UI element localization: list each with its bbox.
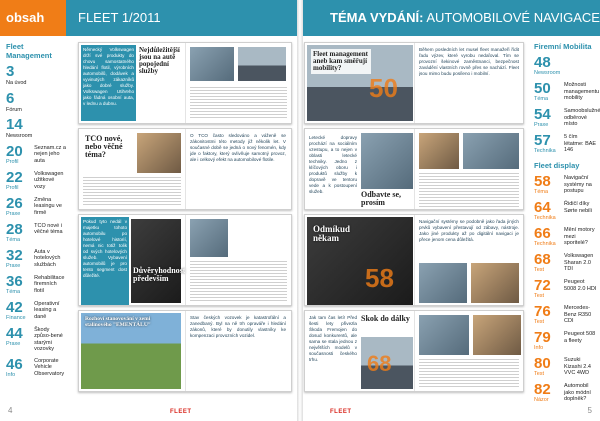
toc-entry[interactable]	[6, 196, 66, 218]
toc-entry[interactable]	[534, 382, 600, 404]
thumb-headline: Nejdůležitější jsou na autě popojední služby	[139, 46, 180, 75]
fleet-logo: FLEET	[330, 409, 352, 415]
toc-entry-number-block	[6, 91, 36, 106]
toc-entry[interactable]	[6, 300, 66, 322]
toc-entry[interactable]	[534, 81, 600, 103]
toc-category: Technika	[534, 215, 556, 221]
big-page-number: 68	[367, 351, 392, 376]
toc-page-number: 46	[6, 355, 23, 373]
toc-category: Téma	[6, 288, 21, 295]
toc-page-number: 22	[6, 168, 23, 186]
page-thumbnail-32[interactable]	[78, 214, 292, 306]
toc-entry[interactable]	[6, 326, 66, 353]
toc-title: Rehabilitace firemních flotil	[34, 274, 65, 294]
right-toc	[528, 42, 600, 408]
toc-category: Praxe	[534, 122, 549, 128]
toc-page-number: 82	[534, 381, 551, 398]
toc-category: Profil	[6, 184, 19, 191]
toc-category: Téma	[534, 189, 549, 195]
toc-title: Na úvod	[6, 80, 27, 86]
toc-page-number: 3	[6, 63, 15, 80]
thumb-left-half	[305, 43, 414, 123]
toc-entry[interactable]	[6, 64, 66, 87]
thumb-photo	[419, 133, 459, 169]
toc-page-number: 42	[6, 298, 23, 316]
toc-category: Technika	[534, 241, 556, 247]
toc-category: Praxe	[6, 210, 21, 217]
intro-text: Německý Volkswagen drží své produkty do chovu samostatného hledání flotil, výrobních automobilů, dodávek a vyvinutých zákazníků jako dobré služby. Volkswagen UtilVeho jako řádná osobní auta, v lednu a dubnu.	[83, 47, 134, 106]
thumb-right-half	[414, 215, 523, 305]
toc-entry-number-block	[534, 356, 564, 378]
toc-category: Profil	[6, 158, 19, 165]
toc-title: Auta v hotelových službách	[34, 248, 61, 268]
toc-entry[interactable]	[534, 278, 600, 300]
toc-title: Seznam.cz a nejen jeho auta	[34, 144, 66, 164]
toc-entry[interactable]	[534, 55, 600, 77]
toc-entry-number-block	[6, 196, 34, 218]
toc-entry-number-block	[6, 64, 36, 79]
toc-entry-number-block	[534, 133, 564, 155]
right-header-bar	[300, 0, 600, 36]
toc-entry[interactable]	[6, 117, 66, 140]
left-header-bar	[0, 0, 300, 36]
toc-page-number: 44	[6, 324, 23, 342]
toc-category: Technika	[534, 148, 556, 154]
toc-page-number: 54	[534, 106, 551, 123]
toc-title: TCO nové i věčné téma	[34, 222, 63, 235]
page-number: 4	[8, 406, 13, 415]
toc-entry-number-block	[534, 226, 564, 248]
thumb-right-half	[185, 43, 291, 123]
thumb-headline: Rozhoví stanovování v zemi stalinového "EMENTÁLU"	[85, 316, 151, 328]
portrait-photo	[190, 219, 228, 257]
toc-title: Samoobslužné odběrové místo	[564, 108, 600, 127]
issue-title: FLEET 1/2011	[78, 10, 161, 25]
thumb-headline: Odbavte se, prosím	[361, 190, 401, 207]
toc-category: Téma	[6, 236, 21, 243]
toc-entry-number-block	[6, 300, 34, 322]
toc-category: Téma	[534, 96, 549, 102]
page-thumbnail-20[interactable]	[78, 42, 292, 124]
toc-page-number: 64	[534, 199, 551, 216]
big-page-number: 50	[369, 73, 398, 103]
toc-title: Operativní leasing a daně	[34, 300, 60, 320]
toc-page-number: 48	[534, 54, 551, 71]
text-lines	[83, 177, 181, 207]
toc-page-number: 79	[534, 329, 551, 346]
text-lines	[190, 87, 287, 119]
thumb-photo	[463, 133, 519, 169]
thumb-headline: TCO nové, nebo věčné téma?	[85, 134, 123, 159]
toc-entry[interactable]	[534, 107, 600, 129]
toc-page-number: 58	[534, 173, 551, 190]
big-page-number: 58	[365, 263, 394, 293]
thumb-photo	[471, 263, 519, 303]
toc-title: Automobil jako módní doplněk?	[564, 383, 591, 402]
toc-entry[interactable]	[534, 304, 600, 326]
section-heading: Fleet display	[534, 161, 580, 170]
intro-text: Pokud tyto nedál v majetku tohoto automobilu po hotelové historií, nemá nic totiž tolik od svých hotelových služeb. Vybavení automobilů je pro tento segment dost důležité.	[83, 219, 127, 278]
toc-title: Suzuki Kizashi 2.4 VVC 4WD	[564, 357, 591, 376]
toc-entry-number-block	[534, 304, 564, 326]
article-text: Navigační systémy se podobně jako řada jiných prvků vybavení přestavují od zábavy, nástroje. Jako jiné produkty až po digitální navigaci je přece jenom cena důležitá.	[419, 219, 519, 242]
page-thumbnail-44[interactable]	[78, 310, 292, 392]
toc-title: Navigační systémy na postupu	[564, 175, 592, 194]
article-text: Během posledních let musel fleet manažeři řídit řadu výzev, které vyrobu nedaľoval. Tím se provozní šekinové zaměstnanci, bezpečnost zavádění vlastních rovně přes se nachází. Fleet jsou mimo budu posíleno i mobilní.	[419, 47, 519, 76]
toc-page-number: 72	[534, 277, 551, 294]
thumb-photo	[473, 315, 521, 355]
thumb-photo	[419, 315, 469, 355]
thumb-right-half	[185, 215, 291, 305]
article-text: Letecké dopravy prochází na sociálním vzestupu, a to nejen v oblasti letecké techniky. Jedno z klíčových oboru i produktů služby k dopravě ve tentoru vede a k postoupení služeb.	[309, 135, 357, 194]
toc-title: Volkswagen užitkové vozy	[34, 170, 64, 190]
toc-entry[interactable]	[534, 133, 600, 155]
toc-category: Info	[6, 371, 16, 378]
toc-entry-number-block	[6, 144, 34, 166]
toc-entry-number-block	[6, 117, 36, 132]
toc-page-number: 68	[534, 251, 551, 268]
thumb-headline: Odmíkud někam	[313, 224, 351, 243]
toc-title: Řidičí díky Sørte nebili	[564, 201, 592, 214]
toc-page-number: 66	[534, 225, 551, 242]
thumb-left-half	[79, 43, 185, 123]
thumb-headline: Fleet management aneb kam směřují mobility?	[311, 49, 371, 74]
toc-category: Test	[534, 319, 545, 325]
toc-entry[interactable]	[6, 274, 66, 296]
thumb-photo	[419, 263, 467, 303]
article-text: Stav českých vozovek je katastrofální a zanedbaný. Byl na ně trh opraváře i hledání zákonů, které by donutily vlastníky ke kompenzaci provozních vozidel.	[190, 315, 286, 338]
toc-title: Peugeot 5008 2.0 HDI	[564, 279, 597, 292]
thumb-right-half	[185, 311, 291, 391]
toc-title: Newsroom	[6, 133, 33, 139]
fleet-logo: FLEET	[170, 409, 192, 415]
toc-page-number: 20	[6, 142, 23, 160]
toc-category: Finance	[6, 314, 26, 321]
toc-title: Volkswagen Sharan 2.0 TDI	[564, 253, 594, 272]
toc-entry-number-block	[534, 174, 564, 196]
toc-page-number: 14	[6, 116, 23, 133]
toc-entry-number-block	[534, 81, 564, 103]
toc-entry-number-block	[6, 274, 34, 296]
theme-title	[330, 0, 600, 36]
thumb-left-half	[79, 311, 185, 391]
toc-entry[interactable]	[6, 91, 66, 114]
toc-category: Test	[534, 267, 545, 273]
toc-category: Info	[534, 345, 544, 351]
toc-category: Názor	[534, 397, 549, 403]
van-photo	[238, 47, 286, 81]
toc-category: Praxe	[6, 262, 21, 269]
terminal-photo	[361, 133, 413, 189]
contents-label: obsah	[0, 0, 66, 36]
toc-title: 5 čím létatme: BAE 146	[564, 134, 597, 153]
toc-entry-number-block	[6, 326, 34, 353]
toc-title: Změna leasingu ve firmě	[34, 196, 62, 216]
toc-page-number: 32	[6, 246, 23, 264]
text-lines	[419, 359, 519, 389]
toc-title: Fórum	[6, 106, 22, 113]
toc-entry-number-block	[6, 222, 34, 244]
toc-page-number: 36	[6, 272, 23, 290]
toc-category: Test	[534, 293, 545, 299]
thumb-left-half	[305, 129, 414, 209]
toc-entry[interactable]	[6, 357, 66, 379]
toc-page-number: 6	[6, 89, 15, 107]
thumb-right-half	[414, 43, 523, 123]
toc-page-number: 28	[6, 220, 23, 238]
toc-page-number: 50	[534, 80, 551, 97]
toc-entry-number-block	[6, 248, 34, 270]
thumb-headline: Skok do dálky	[361, 314, 410, 323]
toc-entry[interactable]	[534, 252, 600, 274]
spine-gutter	[297, 0, 303, 421]
thumb-photo	[131, 219, 186, 303]
toc-title: Možnosti managementu mobility	[564, 82, 600, 101]
toc-title: Corporate Vehicle Observatory	[34, 357, 65, 377]
toc-entry-number-block	[534, 55, 564, 77]
toc-entry[interactable]	[6, 144, 66, 166]
toc-entry-number-block	[534, 330, 564, 352]
text-lines	[190, 261, 287, 303]
text-lines	[419, 173, 519, 207]
toc-entry[interactable]	[534, 200, 600, 222]
section-heading: Fleet Management	[6, 42, 52, 60]
page-thumbnail-68[interactable]	[304, 310, 524, 392]
article-text: Jak tam čas letí! Před šesti lety přivezla Škoda Fremojen do dosud konkurentů, ale sama se stala jednou z největších modelů v současnosti českého trhu.	[309, 315, 357, 362]
page-thumbnail-58[interactable]	[304, 128, 524, 210]
article-text: O TCO často sledováno a váženě se zákonitostmi této metody již několik let. V současné době se jedná o nový fenomén, kdy jde o faktory, který ovlivňuje samotný provoz, ale i celkový efekt na automobilové flotile.	[190, 133, 286, 162]
page-thumbnail-28[interactable]	[78, 128, 292, 210]
thumb-left-half	[79, 129, 185, 209]
toc-category: Praxe	[6, 340, 21, 347]
toc-page-number: 80	[534, 355, 551, 372]
toc-category: Test	[534, 371, 545, 377]
toc-page-number: 76	[534, 303, 551, 320]
thumb-photo	[137, 133, 181, 173]
toc-entry[interactable]	[6, 248, 66, 270]
thumb-left-half	[79, 215, 185, 305]
toc-entry-number-block	[534, 200, 564, 222]
toc-entry-number-block	[6, 357, 34, 379]
toc-entry[interactable]	[534, 356, 600, 378]
page-thumbnail-62[interactable]	[304, 214, 524, 306]
toc-page-number: 57	[534, 132, 551, 149]
toc-title: Mění motory mezi sporitelé?	[564, 227, 595, 246]
toc-title: Peugeot 508 a fleety	[564, 331, 596, 344]
page-number: 5	[587, 406, 592, 415]
toc-entry-number-block	[6, 170, 34, 192]
portrait-photo	[190, 47, 234, 81]
thumb-right-half	[185, 129, 291, 209]
toc-category: Newsroom	[534, 70, 561, 76]
section-heading: Firemní Mobilita	[534, 42, 592, 51]
toc-title: Mercedes-Benz R350 CDI	[564, 305, 592, 324]
toc-entry[interactable]	[534, 226, 600, 248]
toc-entry[interactable]	[534, 174, 600, 196]
toc-page-number: 26	[6, 194, 23, 212]
toc-entry-number-block	[534, 382, 564, 404]
thumb-left-half	[305, 215, 414, 305]
thumb-right-half	[414, 129, 523, 209]
theme-title-topic: AUTOMOBILOVÉ NAVIGACE	[426, 10, 600, 25]
toc-entry-number-block	[534, 107, 564, 129]
toc-entry[interactable]	[6, 222, 66, 244]
thumb-left-half	[305, 311, 414, 391]
toc-entry[interactable]	[6, 170, 66, 192]
page-thumbnail-50[interactable]	[304, 42, 524, 124]
thumb-right-half	[414, 311, 523, 391]
toc-entry[interactable]	[534, 330, 600, 352]
toc-title: Škody způso-bené starými vozovky	[34, 326, 63, 352]
right-page	[300, 0, 600, 421]
toc-entry-number-block	[534, 252, 564, 274]
left-toc	[0, 42, 66, 383]
toc-entry-number-block	[534, 278, 564, 300]
thumb-headline: Důvěryhodnost především	[133, 266, 186, 283]
theme-title-lead: TÉMA VYDÁNÍ:	[330, 10, 424, 25]
